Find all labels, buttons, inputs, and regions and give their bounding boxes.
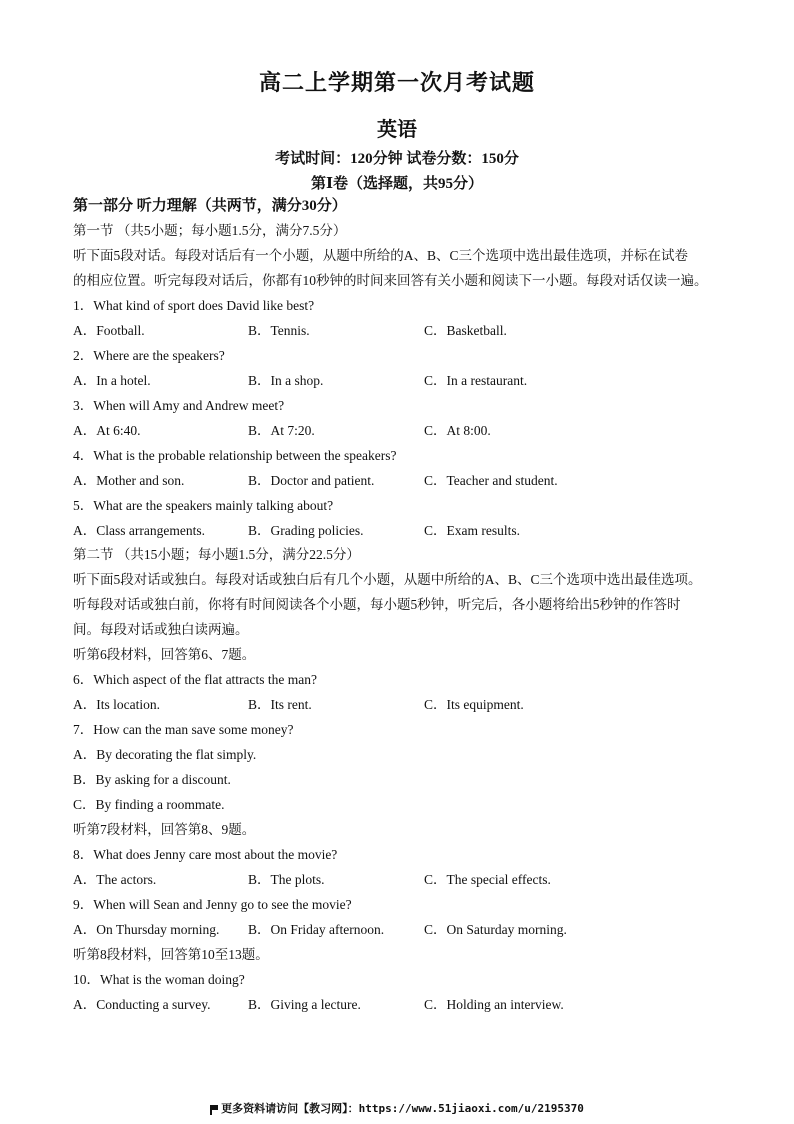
q5-option-c: C．Exam results. <box>424 523 520 538</box>
section2-heading: 第二节 （共15小题；每小题1.5分，满分22.5分） <box>73 547 360 562</box>
q6-option-a: A．Its location. <box>73 697 160 712</box>
footer-text: 更多资料请访问【教习网】：https://www.51jiaoxi.com/u/2195370 <box>221 1102 584 1115</box>
part1-heading: 第一部分 听力理解（共两节，满分30分） <box>73 198 347 214</box>
q8-option-b: B．The plots. <box>248 872 325 887</box>
q7-option-c: C．By finding a roommate. <box>73 797 225 812</box>
question-5: 5．What are the speakers mainly talking about? <box>73 498 334 513</box>
q1-option-c: C．Basketball. <box>424 323 507 338</box>
subject-title: 英语 <box>377 119 417 141</box>
section2-instruction-3: 间。每段对话或独白读两遍。 <box>73 622 249 637</box>
question-7: 7．How can the man save some money? <box>73 722 294 737</box>
footer-link[interactable] <box>0 1100 794 1116</box>
section1-instruction-1: 听下面5段对话。每段对话后有一个小题，从题中所给的A、B、C三个选项中选出最佳选项，并标在试卷 <box>73 248 689 263</box>
q4-option-b: B．Doctor and patient. <box>248 473 375 488</box>
exam-title: 高二上学期第一次月考试题 <box>258 70 535 95</box>
q6-option-c: C．Its equipment. <box>424 697 524 712</box>
q2-option-a: A．In a hotel. <box>73 373 151 388</box>
q5-option-b: B．Grading policies. <box>248 523 364 538</box>
question-10: 10．What is the woman doing? <box>73 972 245 987</box>
q6-option-b: B．Its rent. <box>248 697 312 712</box>
section2-instruction-1: 听下面5段对话或独白。每段对话或独白后有几个小题，从题中所给的A、B、C三个选项中选出最佳选项。 <box>73 572 702 587</box>
q9-option-c: C．On Saturday morning. <box>424 922 567 937</box>
q1-option-a: A．Football. <box>73 323 145 338</box>
q4-option-a: A．Mother and son. <box>73 473 185 488</box>
q5-option-a: A．Class arrangements. <box>73 523 205 538</box>
q8-option-c: C．The special effects. <box>424 872 551 887</box>
q4-option-c: C．Teacher and student. <box>424 473 558 488</box>
q10-option-b: B．Giving a lecture. <box>248 997 361 1012</box>
q9-option-b: B．On Friday afternoon. <box>248 922 385 937</box>
question-4: 4．What is the probable relationship between the speakers? <box>73 448 397 463</box>
q10-option-c: C．Holding an interview. <box>424 997 564 1012</box>
question-3: 3．When will Amy and Andrew meet? <box>73 398 285 413</box>
q2-option-b: B．In a shop. <box>248 373 324 388</box>
flag-icon <box>210 1105 218 1113</box>
section2-instruction-2: 听每段对话或独白前，你将有时间阅读各个小题，每小题5秒钟，听完后，各小题将给出5秒钟的作答时 <box>73 597 681 612</box>
q8-option-a: A．The actors. <box>73 872 157 887</box>
question-9: 9．When will Sean and Jenny go to see the movie? <box>73 897 352 912</box>
question-6: 6．Which aspect of the flat attracts the man? <box>73 672 318 687</box>
material-8-note: 听第8段材料，回答第10至13题。 <box>73 947 269 962</box>
q10-option-a: A．Conducting a survey. <box>73 997 211 1012</box>
question-2: 2．Where are the speakers? <box>73 348 225 363</box>
material-7-note: 听第7段材料，回答第8、9题。 <box>73 822 256 837</box>
q3-option-b: B．At 7:20. <box>248 423 315 438</box>
material-6-note: 听第6段材料，回答第6、7题。 <box>73 647 256 662</box>
volume-title: 第Ⅰ卷（选择题，共95分） <box>310 176 484 192</box>
question-8: 8．What does Jenny care most about the movie? <box>73 847 338 862</box>
exam-info: 考试时间：120分钟 试卷分数：150分 <box>275 151 519 167</box>
q9-option-a: A．On Thursday morning. <box>73 922 220 937</box>
q7-option-b: B．By asking for a discount. <box>73 772 231 787</box>
q2-option-c: C．In a restaurant. <box>424 373 528 388</box>
section1-instruction-2: 的相应位置。听完每段对话后，你都有10秒钟的时间来回答有关小题和阅读下一小题。每段对话仅读一遍。 <box>73 273 708 288</box>
q3-option-a: A．At 6:40. <box>73 423 141 438</box>
q3-option-c: C．At 8:00. <box>424 423 491 438</box>
question-1: 1．What kind of sport does David like best? <box>73 298 315 313</box>
q1-option-b: B．Tennis. <box>248 323 310 338</box>
q7-option-a: A．By decorating the flat simply. <box>73 747 257 762</box>
section1-heading: 第一节 （共5小题；每小题1.5分，满分7.5分） <box>73 223 347 238</box>
